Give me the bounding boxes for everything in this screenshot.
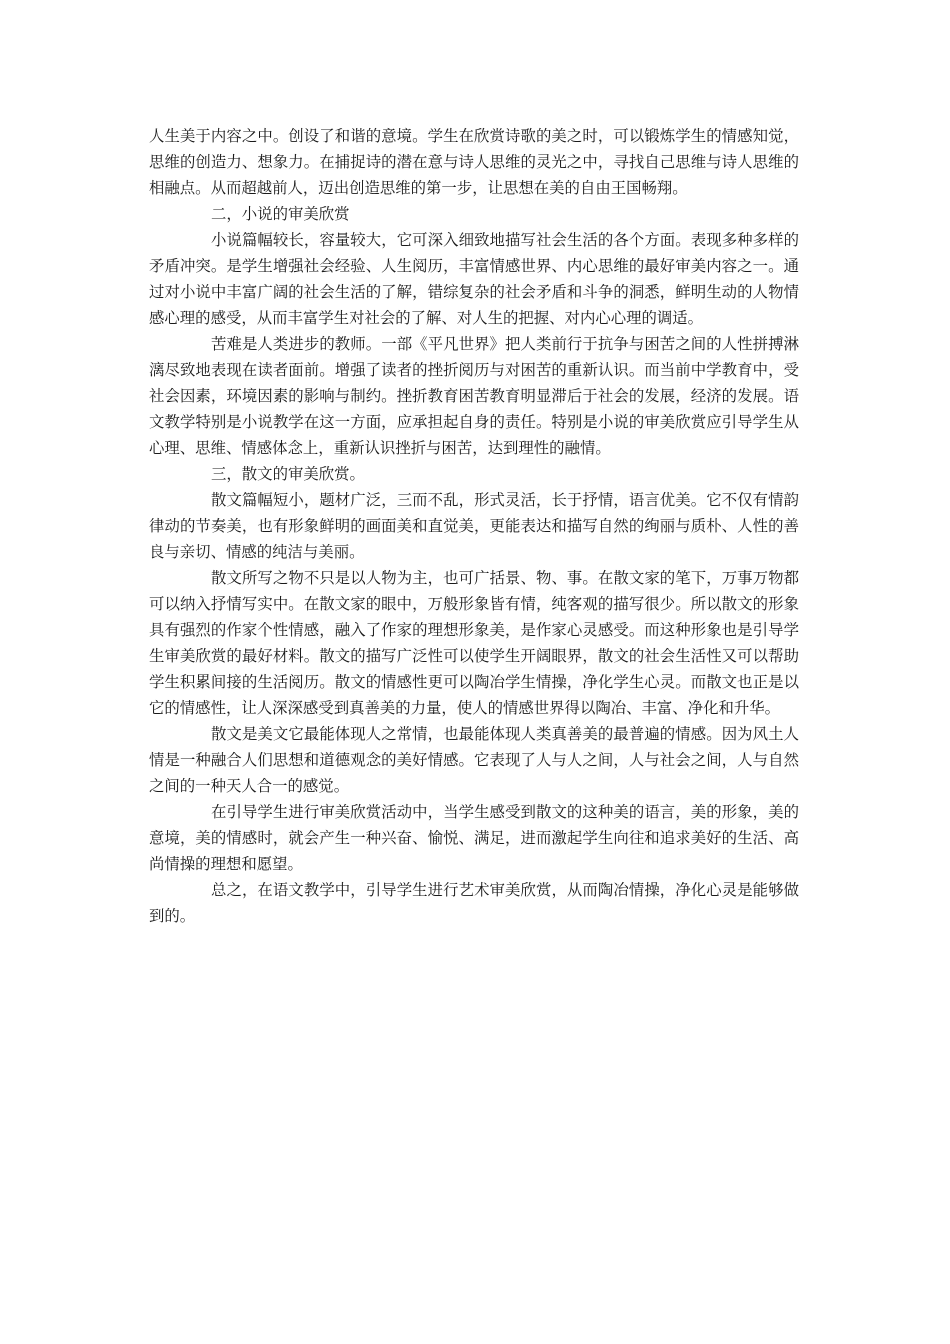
paragraph-summary: 总之，在语文教学中，引导学生进行艺术审美欣赏，从而陶冶情操，净化心灵是能够做到的。 [149,881,799,925]
paragraph-prose-intro: 散文篇幅短小，题材广泛，三而不乱，形式灵活，长于抒情，语言优美。它不仅有情韵律动的节奏美，也有形象鲜明的画面美和直觉美，更能表达和描写自然的绚丽与质朴、人性的善良与亲切、情感的纯洁与美丽。 [149,491,799,561]
paragraph-prose-guidance: 在引导学生进行审美欣赏活动中，当学生感受到散文的这种美的语言，美的形象，美的意境，美的情感时，就会产生一种兴奋、愉悦、满足，进而激起学生向往和追求美好的生活、高尚情操的理想和愿望。 [149,803,799,873]
paragraph-prose-subjects: 散文所写之物不只是以人物为主，也可广括景、物、事。在散文家的笔下，万事万物都可以纳入抒情写实中。在散文家的眼中，万般形象皆有情，纯客观的描写很少。所以散文的形象具有强烈的作家个性情感，融入了作家的理想形象美，是作家心灵感受。而这种形象也是引导学生审美欣赏的最好材料。散文的描写广泛性可以使学生开阔眼界，散文的社会生活性又可以帮助学生积累间接的生活阅历。散文的情感性更可以陶冶学生情操，净化学生心灵。而散文也正是以它的情感性，让人深深感受到真善美的力量，使人的情感世界得以陶冶、丰富、净化和升华。 [149,569,799,717]
paragraph-prose-beauty: 散文是美文它最能体现人之常情，也最能体现人类真善美的最普遍的情感。因为风土人情是一种融合人们思想和道德观念的美好情感。它表现了人与人之间，人与社会之间，人与自然之间的一种天人合一的感觉。 [149,725,799,795]
document-body [149,123,799,929]
section-heading-prose: 三，散文的审美欣赏。 [211,465,365,483]
paragraph-poetry-conclusion: 人生美于内容之中。创设了和谐的意境。学生在欣赏诗歌的美之时，可以锻炼学生的情感知觉，思维的创造力、想象力。在捕捉诗的潜在意与诗人思维的灵光之中，寻找自己思维与诗人思维的相融点。从而超越前人，迈出创造思维的第一步，让思想在美的自由王国畅翔。 [149,127,799,197]
section-heading-novel: 二，小说的审美欣赏 [211,205,350,223]
paragraph-novel-intro: 小说篇幅较长，容量较大，它可深入细致地描写社会生活的各个方面。表现多种多样的矛盾冲突。是学生增强社会经验、人生阅历，丰富情感世界、内心思维的最好审美内容之一。通过对小说中丰富广阔的社会生活的了解，错综复杂的社会矛盾和斗争的洞悉，鲜明生动的人物情感心理的感受，从而丰富学生对社会的了解、对人生的把握、对内心心理的调适。 [149,231,799,327]
paragraph-novel-hardship: 苦难是人类进步的教师。一部《平凡世界》把人类前行于抗争与困苦之间的人性拼搏淋漓尽致地表现在读者面前。增强了读者的挫折阅历与对困苦的重新认识。而当前中学教育中，受社会因素，环境因素的影响与制约。挫折教育困苦教育明显滞后于社会的发展，经济的发展。语文教学特别是小说教学在这一方面，应承担起自身的责任。特别是小说的审美欣赏应引导学生从心理、思维、情感体念上，重新认识挫折与困苦，达到理性的融情。 [149,335,799,457]
